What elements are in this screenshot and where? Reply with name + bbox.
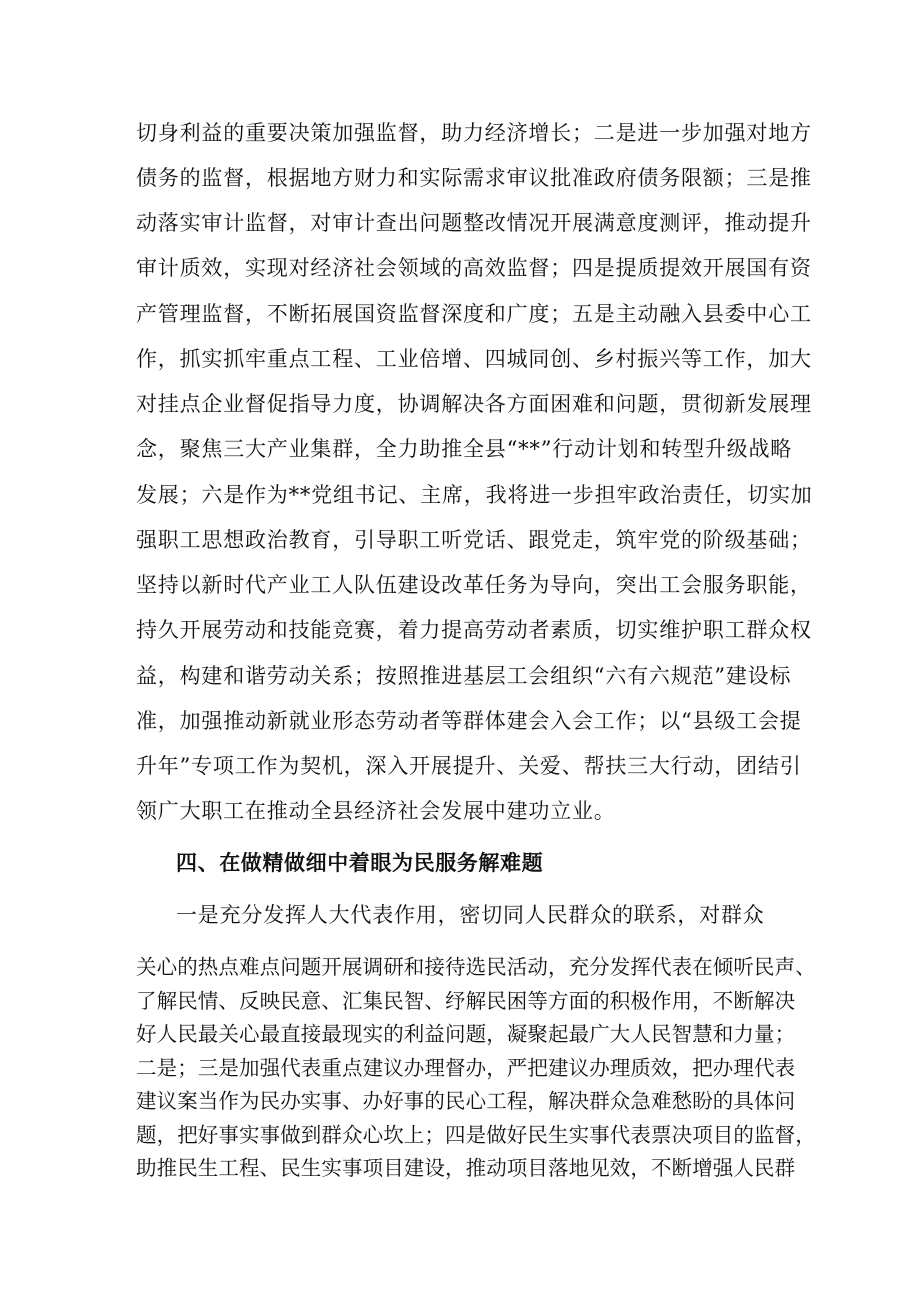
section-line: 题，把好事实事做到群众心坎上；四是做好民生实事代表票决项目的监督， (136, 1123, 816, 1147)
paragraph-line: 念，聚焦三大产业集群，全力助推全县“**”行动计划和转型升级战略 (136, 437, 793, 461)
paragraph-line: 准，加强推动新就业形态劳动者等群体建会入会工作；以“县级工会提 (136, 709, 802, 733)
section-line: 好人民最关心最直接最现实的利益问题，凝聚起最广大人民智慧和力量； (136, 1022, 796, 1046)
paragraph-line: 坚持以新时代产业工人队伍建设改革任务为导向，突出工会服务职能， (136, 573, 812, 597)
paragraph-line: 领广大职工在推动全县经济社会发展中建功立业。 (136, 799, 616, 823)
section-line: 建议案当作为民办实事、办好事的民心工程，解决群众急难愁盼的具体问 (136, 1089, 796, 1113)
section-line: 关心的热点难点问题开展调研和接待选民活动，充分发挥代表在倾听民声、 (136, 955, 816, 979)
paragraph-line: 动落实审计监督，对审计查出问题整改情况开展满意度测评，推动提升 (136, 211, 812, 235)
section-line: 助推民生工程、民生实事项目建设，推动项目落地见效，不断增强人民群 (136, 1156, 796, 1180)
section-heading: 四、在做精做细中着眼为民服务解难题 (176, 850, 544, 875)
paragraph-line: 益，构建和谐劳动关系；按照推进基层工会组织“六有六规范”建设标 (136, 664, 792, 688)
paragraph-line: 产管理监督，不断拓展国资监督深度和广度；五是主动融入县委中心工 (136, 302, 812, 326)
paragraph-line: 审计质效，实现对经济社会领域的高效监督；四是提质提效开展国有资 (136, 256, 812, 280)
paragraph-line: 发展；六是作为**党组书记、主席，我将进一步担牢政治责任，切实加 (136, 483, 813, 507)
paragraph-line: 切身利益的重要决策加强监督，助力经济增长；二是进一步加强对地方 (136, 121, 812, 145)
paragraph-line: 强职工思想政治教育，引导职工听党话、跟党走，筑牢党的阶级基础； (136, 528, 812, 552)
section-line: 二是；三是加强代表重点建议办理督办，严把建议办理质效，把办理代表 (136, 1056, 796, 1080)
paragraph-line: 持久开展劳动和技能竞赛，着力提高劳动者素质，切实维护职工群众权 (136, 618, 812, 642)
section-first-line: 一是充分发挥人大代表作用，密切同人民群众的联系，对群众 (176, 903, 765, 927)
paragraph-line: 作，抓实抓牢重点工程、工业倍增、四城同创、乡村振兴等工作，加大 (136, 347, 812, 371)
paragraph-line: 升年”专项工作为契机，深入开展提升、关爱、帮扶三大行动，团结引 (136, 754, 802, 778)
section-line: 了解民情、反映民意、汇集民智、纾解民困等方面的积极作用，不断解决 (136, 989, 796, 1013)
paragraph-line: 债务的监督，根据地方财力和实际需求审议批准政府债务限额；三是推 (136, 166, 812, 190)
paragraph-line: 对挂点企业督促指导力度，协调解决各方面困难和问题，贯彻新发展理 (136, 392, 812, 416)
